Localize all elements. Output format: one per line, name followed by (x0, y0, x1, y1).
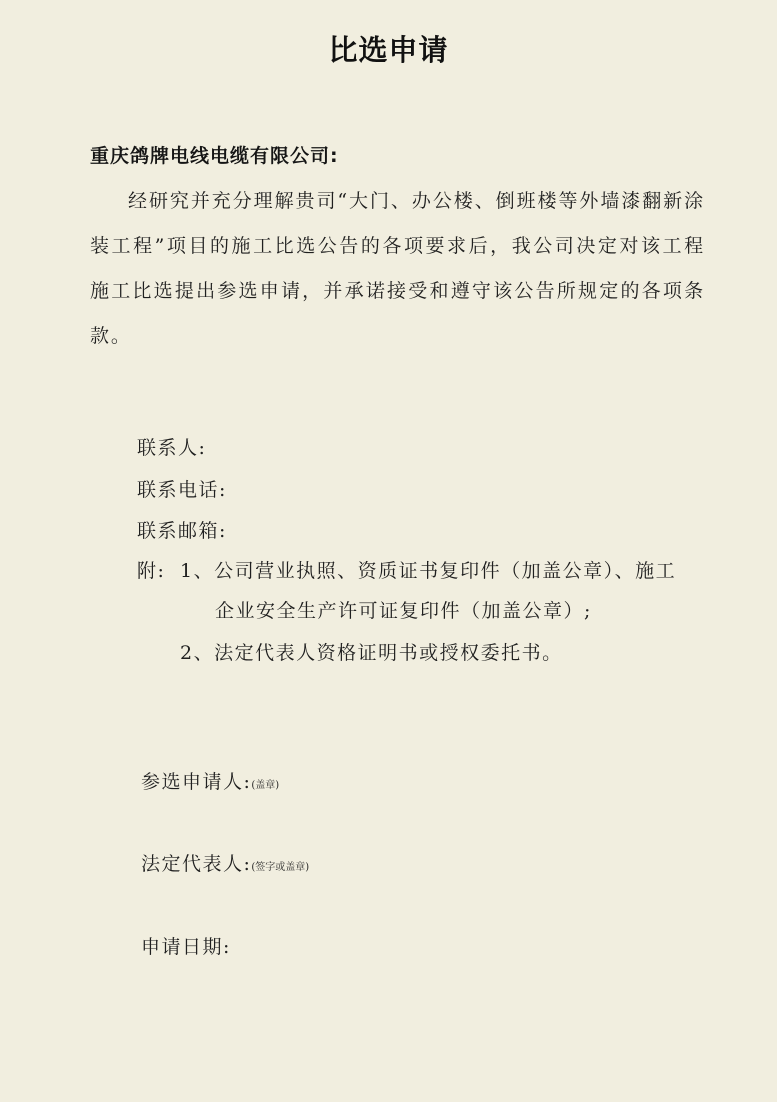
body-paragraph: 经研究并充分理解贵司“大门、办公楼、倒班楼等外墙漆翻新涂装工程”项目的施工比选公告的各项要求后，我公司决定对该工程施工比选提出参选申请，并承诺接受和遵守该公告所规定的各项条款。 (90, 190, 705, 347)
applicant-seal-note: (盖章) (251, 780, 280, 791)
legal-rep-line (141, 849, 309, 876)
attachment-prefix: 附: (137, 560, 166, 582)
contact-email-label: 联系邮箱: (137, 520, 227, 542)
applicant-label: 参选申请人: (141, 771, 252, 793)
contact-phone-label: 联系电话: (137, 479, 227, 501)
attachment-item-1-line-1: 1、公司营业执照、资质证书复印件（加盖公章）、施工 (180, 560, 677, 582)
contact-person-label: 联系人: (137, 437, 207, 459)
legal-rep-signature-note: (签字或盖章) (251, 862, 310, 873)
applicant-line (141, 767, 279, 794)
page-title: 比选申请 (328, 33, 449, 67)
attachment-item-1-line-2: 企业安全生产许可证复印件（加盖公章）; (215, 600, 592, 622)
attachment-item-2: 2、法定代表人资格证明书或授权委托书。 (180, 642, 563, 664)
application-date-label: 申请日期: (141, 936, 231, 958)
legal-rep-label: 法定代表人: (141, 853, 252, 875)
addressee: 重庆鸽牌电线电缆有限公司: (90, 145, 339, 167)
